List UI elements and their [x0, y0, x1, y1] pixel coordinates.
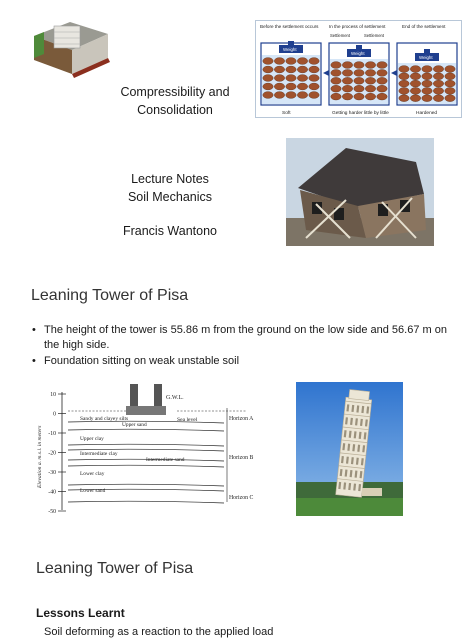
- soil-particle: [377, 70, 387, 77]
- soil-particle: [286, 58, 296, 65]
- layer-upper-clay: Upper clay: [80, 436, 104, 442]
- soil-particle: [286, 66, 296, 73]
- bullet-height: • The height of the tower is 55.86 m from the ground on the low side and 56.67 m on the high side.: [28, 323, 448, 353]
- gwl-label: G.W.L.: [166, 395, 184, 401]
- soil-particle: [433, 73, 443, 80]
- horizon-b: Horizon B: [229, 455, 254, 461]
- y-tick-label: -40: [48, 489, 56, 496]
- soil-particle: [399, 73, 409, 80]
- soil-particle: [433, 80, 443, 87]
- soil-particle: [342, 85, 352, 92]
- course-name: Soil Mechanics: [127, 190, 213, 204]
- soil-particle: [286, 83, 296, 90]
- soil-particle: [410, 80, 420, 87]
- soil-particle: [263, 92, 273, 99]
- soil-particle: [399, 66, 409, 73]
- weight-label: Weight: [419, 55, 433, 60]
- soil-particle: [410, 66, 420, 73]
- soil-particle: [445, 66, 455, 73]
- y-tick-label: 0: [53, 411, 56, 418]
- soil-particle: [286, 92, 296, 99]
- diagram-header-process: In the process of settlement: [329, 24, 386, 29]
- layer-boundary: [68, 484, 224, 486]
- soil-particle: [297, 83, 307, 90]
- slide3-title: Leaning Tower of Pisa: [36, 560, 194, 577]
- soil-particle: [410, 88, 420, 95]
- diagram-header-before: Before the settlement occurs: [260, 24, 319, 29]
- soil-particle: [297, 92, 307, 99]
- soil-particle: [433, 88, 443, 95]
- soil-particle: [422, 95, 432, 102]
- diagram-caption-process: Getting harder little by little: [332, 111, 389, 116]
- layer-boundary: [68, 429, 224, 431]
- soil-particle: [274, 58, 284, 65]
- layer-boundary: [68, 465, 224, 467]
- leaning-tower-photo: [296, 382, 403, 516]
- soil-particle: [331, 93, 341, 100]
- soil-particle: [410, 95, 420, 102]
- soil-particle: [354, 70, 364, 77]
- soil-particle: [342, 62, 352, 69]
- soil-particle: [331, 70, 341, 77]
- soil-particle: [399, 95, 409, 102]
- soil-particle: [297, 66, 307, 73]
- soil-particle: [274, 83, 284, 90]
- y-axis-label: Elevation a. m.s.l. in meters: [37, 425, 43, 488]
- soil-particle: [365, 93, 375, 100]
- tilted-house-photo: [286, 138, 434, 246]
- soil-particle: [422, 73, 432, 80]
- soil-particle: [399, 88, 409, 95]
- soil-particle: [309, 75, 319, 82]
- soil-particle: [433, 95, 443, 102]
- soil-particle: [331, 77, 341, 84]
- y-tick-label: -20: [48, 450, 56, 457]
- weight-label: Weight: [351, 51, 365, 56]
- bullet-foundation: • Foundation sitting on weak unstable soil: [28, 354, 448, 369]
- diagram-header-end: End of the settlement: [402, 24, 446, 29]
- layer-lower-sand: Lower sand: [80, 488, 106, 494]
- soil-particle: [422, 88, 432, 95]
- author-name: Francis Wantono: [122, 224, 218, 238]
- soil-particle: [263, 83, 273, 90]
- soil-particle: [274, 66, 284, 73]
- sea-level-label: Sea level: [177, 417, 198, 423]
- soil-particle: [331, 85, 341, 92]
- diagram-caption-hardened: Hardened: [416, 111, 438, 116]
- soil-particle: [354, 62, 364, 69]
- soil-particle: [297, 75, 307, 82]
- layer-boundary: [68, 444, 224, 446]
- lessons-text: Soil deforming as a reaction to the applied load: [44, 626, 274, 638]
- layer-lower-clay: Lower clay: [80, 471, 105, 477]
- soil-particle: [342, 70, 352, 77]
- soil-particle: [354, 85, 364, 92]
- diagram-caption-soft: Soft: [282, 111, 291, 116]
- layer-boundary: [68, 501, 224, 503]
- soil-particle: [399, 80, 409, 87]
- soil-particle: [445, 95, 455, 102]
- soil-particle: [342, 93, 352, 100]
- weight-label: Weight: [283, 47, 297, 52]
- horizon-a: Horizon A: [229, 416, 254, 422]
- lessons-heading: Lessons Learnt: [36, 606, 125, 620]
- soil-profile-diagram: [32, 384, 270, 518]
- soil-particle: [410, 73, 420, 80]
- slide2-title: Leaning Tower of Pisa: [31, 287, 189, 304]
- soil-particle: [365, 77, 375, 84]
- settlement-process-diagram: [255, 20, 462, 118]
- soil-particle: [274, 75, 284, 82]
- soil-particle: [433, 66, 443, 73]
- soil-particle: [377, 62, 387, 69]
- soil-particle: [365, 70, 375, 77]
- soil-particle: [286, 75, 296, 82]
- soil-particle: [365, 62, 375, 69]
- lecture-notes-label: Lecture Notes: [131, 172, 209, 186]
- soil-particle: [377, 93, 387, 100]
- soil-particle: [331, 62, 341, 69]
- layer-intermediate-sand: Intermediate sand: [146, 457, 185, 463]
- settlement-label-2: Settlement: [364, 33, 385, 38]
- fact-bullet-list: [28, 323, 448, 370]
- soil-particle: [342, 77, 352, 84]
- y-tick-label: -30: [48, 470, 56, 476]
- y-tick-label: -50: [48, 509, 56, 515]
- layer-intermediate-clay: Intermediate clay: [80, 451, 118, 457]
- soil-particle: [297, 58, 307, 65]
- soil-particle: [309, 58, 319, 65]
- soil-particle: [309, 83, 319, 90]
- soil-particle: [445, 73, 455, 80]
- soil-particle: [377, 85, 387, 92]
- layer-upper-sand: Upper sand: [122, 422, 147, 428]
- soil-particle: [445, 88, 455, 95]
- title-line-1: Compressibility and: [120, 85, 230, 99]
- soil-particle: [422, 80, 432, 87]
- y-tick-label: -10: [48, 431, 56, 437]
- soil-particle: [263, 58, 273, 65]
- soil-particle: [377, 77, 387, 84]
- y-tick-label: 10: [50, 392, 56, 398]
- soil-particle: [309, 92, 319, 99]
- soil-particle: [354, 93, 364, 100]
- horizon-c: Horizon C: [229, 495, 254, 501]
- soil-particle: [445, 80, 455, 87]
- soil-particle: [365, 85, 375, 92]
- soil-particle: [422, 66, 432, 73]
- title-line-2: Consolidation: [137, 103, 213, 117]
- layer-sandy-silts: Sandy and clayey silts: [80, 416, 129, 422]
- soil-particle: [354, 77, 364, 84]
- soil-particle: [274, 92, 284, 99]
- retaining-wall-illustration: [30, 18, 112, 78]
- soil-particle: [263, 75, 273, 82]
- soil-particle: [263, 66, 273, 73]
- soil-particle: [309, 66, 319, 73]
- settlement-label-1: Settlement: [330, 33, 351, 38]
